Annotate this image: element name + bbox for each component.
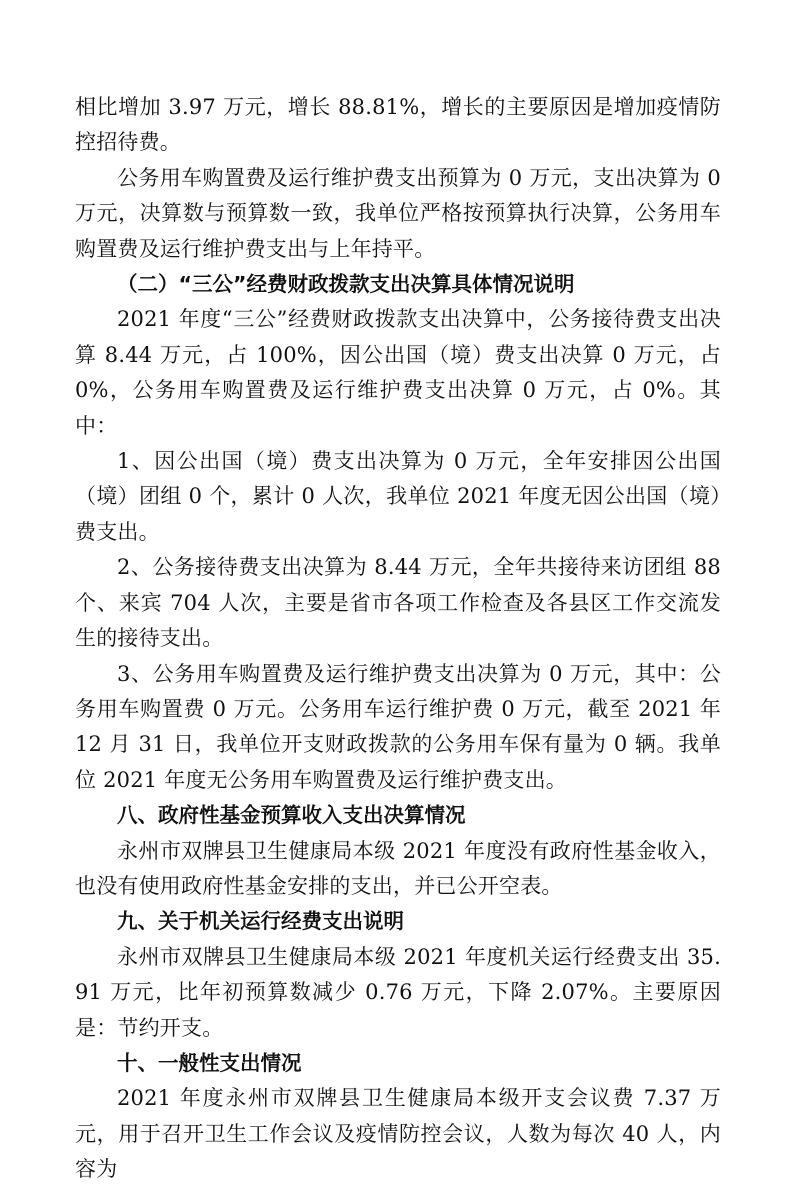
section-heading-operating-expense: 九、关于机关运行经费支出说明 xyxy=(117,909,404,934)
paragraph-general-expense: 2021 年度永州市双牌县卫生健康局本级开支会议费 7.37 万元，用于召开卫生工作会议及疫情防控会议，人数为每次 40 人，内容为 xyxy=(75,1086,721,1182)
paragraph-continuation: 相比增加 3.97 万元，增长 88.81%，增长的主要原因是增加疫情防控招待费。 xyxy=(75,95,721,155)
section-heading-government-fund: 八、政府性基金预算收入支出决算情况 xyxy=(117,803,466,828)
paragraph-government-fund: 永州市双牌县卫生健康局本级 2021 年度没有政府性基金收入，也没有使用政府性基金安排的支出，并已公开空表。 xyxy=(75,838,721,898)
paragraph-vehicle-budget: 公务用车购置费及运行维护费支出预算为 0 万元，支出决算为 0 万元，决算数与预算数一致，我单位严格按预算执行决算，公务用车购置费及运行维护费支出与上年持平。 xyxy=(75,165,721,261)
paragraph-vehicle-expense: 3、公务用车购置费及运行维护费支出决算为 0 万元，其中：公务用车购置费 0 万元。公务用车运行维护费 0 万元，截至 2021 年 12 月 31 日，我单位开支财政拨款的公务用车保有量为 0 辆。我单位 2021 年度无公务用车购置费及运行维护费支出。 xyxy=(75,661,721,792)
paragraph-overseas-expense: 1、因公出国（境）费支出决算为 0 万元，全年安排因公出国（境）团组 0 个，累计 0 人次，我单位 2021 年度无因公出国（境）费支出。 xyxy=(75,449,721,544)
document-page xyxy=(75,90,721,1188)
paragraph-operating-expense: 永州市双牌县卫生健康局本级 2021 年度机关运行经费支出 35.91 万元，比年初预算数减少 0.76 万元，下降 2.07%。主要原因是：节约开支。 xyxy=(75,944,721,1040)
paragraph-three-public-summary: 2021 年度“三公”经费财政拨款支出决算中，公务接待费支出决算 8.44 万元，占 100%，因公出国（境）费支出决算 0 万元，占 0%，公务用车购置费及运行维护费支出决算 0 万元，占 0%。其中： xyxy=(75,307,721,438)
section-heading-three-public: （二）“三公”经费财政拨款支出决算具体情况说明 xyxy=(117,272,575,297)
section-heading-general-expense: 十、一般性支出情况 xyxy=(117,1050,302,1075)
paragraph-reception-expense: 2、公务接待费支出决算为 8.44 万元，全年共接待来访团组 88 个、来宾 704 人次，主要是省市各项工作检查及各县区工作交流发生的接待支出。 xyxy=(75,555,721,651)
